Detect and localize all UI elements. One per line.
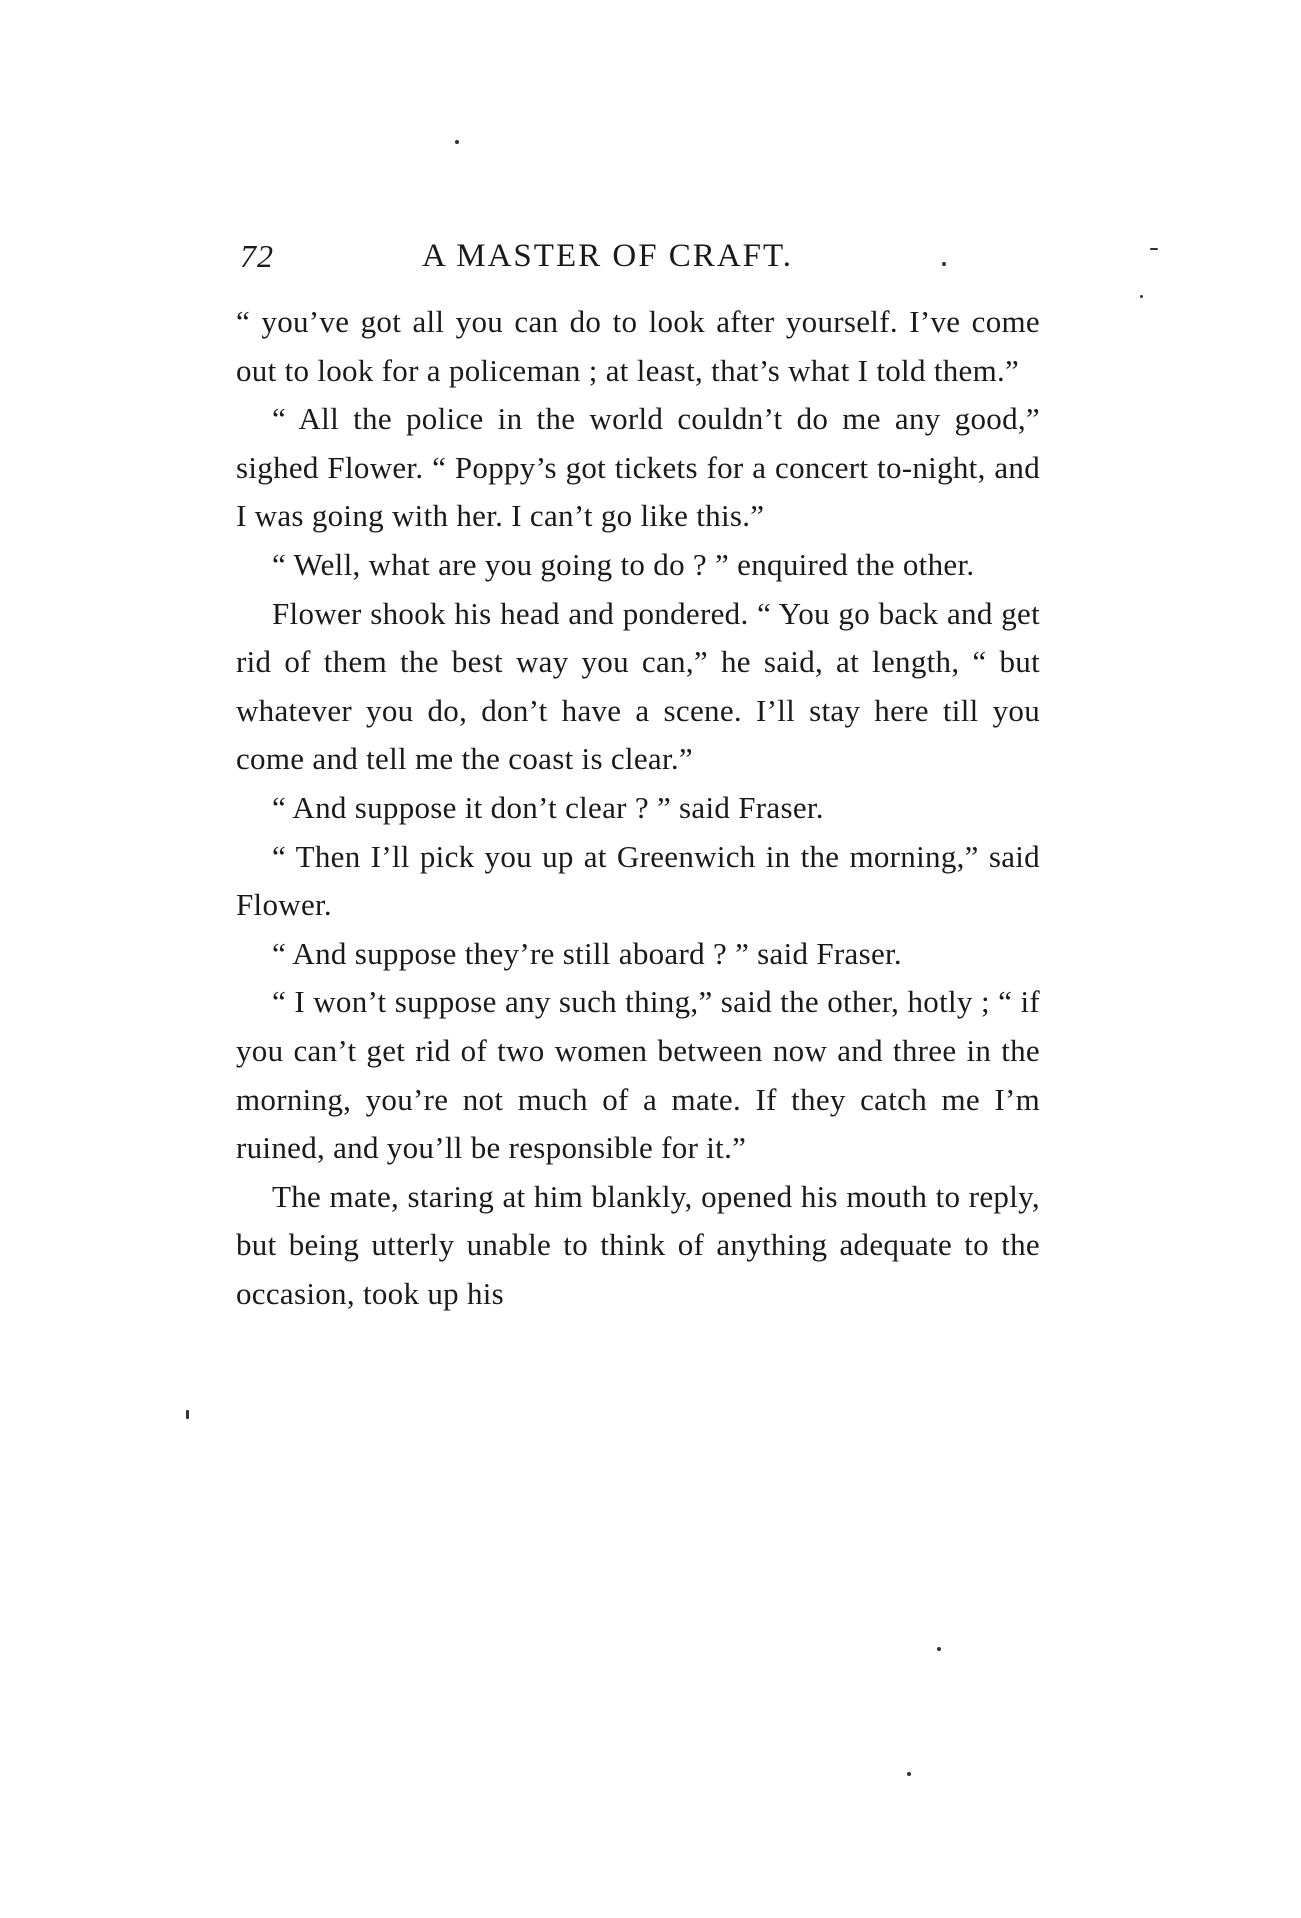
paragraph: “ All the police in the world couldn’t do me any good,” sighed Flower. “ Poppy’s got tickets for a concert to-night, and I was going with her. I can’t go like this.”	[236, 401, 1040, 534]
page-header	[240, 238, 1060, 288]
page-number: 72	[240, 238, 274, 274]
scan-speck	[186, 1410, 189, 1419]
scan-speck	[937, 1647, 941, 1651]
scan-speck	[1140, 295, 1143, 298]
paragraph: “ And suppose it don’t clear ? ” said Fraser.	[272, 789, 824, 825]
scan-speck	[455, 140, 459, 144]
paragraph: The mate, staring at him blankly, opened his mouth to reply, but being utterly unable to think of anything adequate to the occasion, took up his	[236, 1178, 1040, 1311]
paragraph: “ Then I’ll pick you up at Greenwich in the morning,” said Flower.	[236, 838, 1040, 923]
running-title: A MASTER OF CRAFT.	[422, 238, 793, 274]
scan-speck	[1150, 248, 1158, 250]
paragraph: “ you’ve got all you can do to look after yourself. I’ve come out to look for a policeman ; at least, that’s what I told them.”	[236, 304, 1040, 388]
paragraph: “ And suppose they’re still aboard ? ” said Fraser.	[272, 935, 902, 971]
scan-speck	[907, 1772, 911, 1776]
page-body	[236, 298, 1040, 1318]
scan-speck	[942, 262, 946, 266]
paragraph: “ I won’t suppose any such thing,” said the other, hotly ; “ if you can’t get rid of two women between now and three in the morning, you’re not much of a mate. If they catch me I’m ruined, and you’ll be responsible for it.”	[236, 984, 1040, 1166]
paragraph: Flower shook his head and pondered. “ You go back and get rid of them the best way you can,” he said, at length, “ but whatever you do, don’t have a scene. I’ll stay here till you come and tell me the coast is clear.”	[236, 595, 1040, 777]
paragraph: “ Well, what are you going to do ? ” enquired the other.	[272, 546, 975, 582]
